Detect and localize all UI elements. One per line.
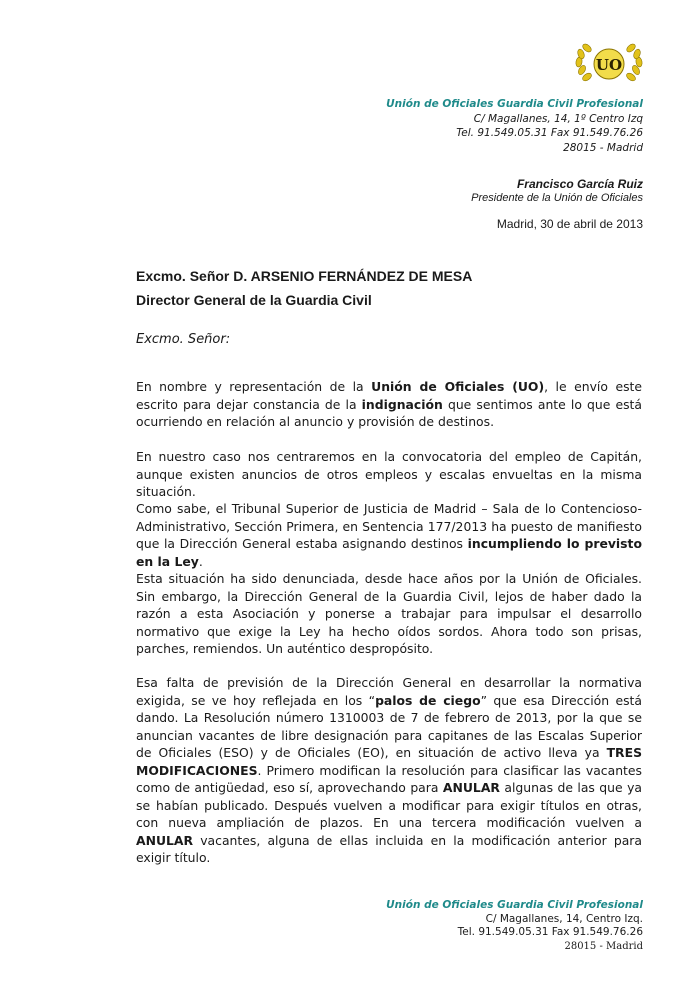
p5-bold-anular-1: ANULAR xyxy=(442,780,500,795)
svg-text:UO: UO xyxy=(595,56,623,74)
p5-text-i: vacantes, alguna de ellas incluida en la modificación anterior para exigir título. xyxy=(136,832,642,865)
salutation: Excmo. Señor: xyxy=(136,332,231,347)
p3-text-c: . xyxy=(198,553,203,569)
letterhead xyxy=(386,97,643,155)
paragraph-3 xyxy=(136,500,642,570)
uo-logo xyxy=(573,40,645,92)
footer-address: C/ Magallanes, 14, Centro Izq. xyxy=(485,912,643,925)
sender-name: Francisco García Ruiz xyxy=(516,177,643,191)
footer-org: Unión de Oficiales Guardia Civil Profesional xyxy=(386,899,643,911)
paragraph-1 xyxy=(136,378,642,431)
p5-text-c: ” que esa Dirección está dando. La Resolución número 1310003 de 7 de febrero de 2013, por la que se anuncian vacantes de libre designación para capitanes de las Escalas Superior de Oficiales (ESO) y de Oficiales (EO), en situación de activo lleva ya xyxy=(136,692,642,760)
sender-role: Presidente de la Unión de Oficiales xyxy=(471,192,643,204)
letterhead-address: C/ Magallanes, 14, 1º Centro Izq xyxy=(473,112,643,125)
footer-city: 28015 - Madrid xyxy=(564,940,643,952)
p2-text: En nuestro caso nos centraremos en la convocatoria del empleo de Capitán, aunque existen anuncios de otros empleos y escalas envueltas en la misma situación. xyxy=(136,449,642,499)
p5-bold-anular-2: ANULAR xyxy=(136,832,194,848)
p1-text-e: que sentimos ante lo que está ocurriendo en relación al anuncio y provisión de destinos. xyxy=(136,396,643,429)
p1-bold-uo: Unión de Oficiales (UO) xyxy=(371,379,545,394)
sender-block xyxy=(471,177,643,205)
p5-text-a: Esa falta de previsión de la Dirección General en desarrollar la normativa exigida, se ve hoy reflejada en los “ xyxy=(136,675,642,708)
addressee-line1: Excmo. Señor D. ARSENIO FERNÁNDEZ DE MESA xyxy=(136,268,473,284)
p1-text-c: , le envío este escrito para dejar constancia de la xyxy=(136,379,643,412)
paragraph-4 xyxy=(136,570,642,658)
p5-bold-tres: TRES MODIFICACIONES xyxy=(136,745,642,778)
p3-text-a: Como sabe, el Tribunal Superior de Justicia de Madrid – Sala de lo Contencioso-Administrativo, Sección Primera, en Sentencia 177/2013 ha puesto de manifiesto que la Dirección General estaba asignando destinos xyxy=(136,501,642,551)
footer-phone: Tel. 91.549.05.31 Fax 91.549.76.26 xyxy=(457,926,643,938)
letterhead-org: Unión de Oficiales Guardia Civil Profesional xyxy=(386,98,643,110)
p3-bold: incumpliendo lo previsto en la Ley xyxy=(136,536,642,569)
letterhead-city: 28015 - Madrid xyxy=(563,141,643,154)
p4-text: Esta situación ha sido denunciada, desde hace años por la Unión de Oficiales. Sin embargo, la Dirección General de la Guardia Civil, lejos de haber dado la razón a esta Asociación y ponerse a trabajar para impulsar el desarrollo normativo que exige la Ley ha hecho oídos sordos. Ahora todo son prisas, parches, remiendos. Un auténtico despropósito. xyxy=(136,571,642,656)
p5-text-g: algunas de las que ya se habían publicado. Después vuelven a modificar para exigir títulos en otras, con nueva ampliación de plazos. En una tercera modificación vuelven a xyxy=(136,780,642,830)
paragraph-5 xyxy=(136,674,642,867)
footer xyxy=(386,899,643,953)
p5-bold-palos: palos de ciego xyxy=(375,692,481,708)
p1-text-a: En nombre y representación de la xyxy=(136,379,372,394)
addressee-line2: Director General de la Guardia Civil xyxy=(136,292,372,308)
laurel-logo-icon xyxy=(573,40,645,92)
paragraph-2 xyxy=(136,448,642,501)
p1-bold-indignacion: indignación xyxy=(361,396,443,412)
letterhead-phone: Tel. 91.549.05.31 Fax 91.549.76.26 xyxy=(456,127,643,140)
p5-text-e: . Primero modifican la resolución para clasificar las vacantes como de antigüedad, eso sí, aprovechando para xyxy=(136,762,642,795)
letter-date: Madrid, 30 de abril de 2013 xyxy=(496,217,643,231)
